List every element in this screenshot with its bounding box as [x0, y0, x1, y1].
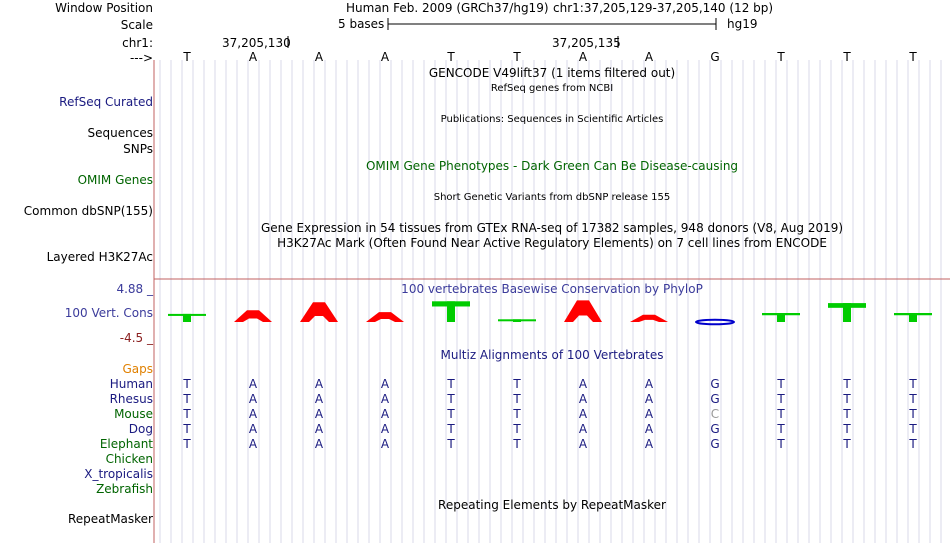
base-cell: T	[447, 50, 455, 64]
elephant-label[interactable]: Elephant	[99, 437, 153, 451]
gencode-track-title[interactable]: GENCODE V49lift37 (1 items filtered out)	[428, 66, 676, 80]
human-base-cell: T	[909, 377, 917, 391]
gaps-label[interactable]: Gaps	[122, 362, 153, 376]
phylop-logo-2	[234, 310, 272, 322]
mouse-base-cell: T	[909, 407, 917, 421]
base-cell: G	[710, 50, 720, 64]
publications-track-title[interactable]: Publications: Sequences in Scientific Articles	[440, 114, 664, 125]
elephant-base-cell: T	[777, 437, 785, 451]
phylop-track-title[interactable]: 100 vertebrates Basewise Conservation by PhyloP	[401, 282, 703, 296]
phylop-logo-1	[168, 314, 206, 322]
sequences-label[interactable]: Sequences	[87, 126, 153, 140]
human-base-cell: A	[644, 377, 654, 391]
phylop-logo-11	[828, 303, 866, 322]
dog-base-cell: T	[513, 422, 521, 436]
mouse-base-cell: C	[710, 407, 720, 421]
multiz-track-title[interactable]: Multiz Alignments of 100 Vertebrates	[440, 348, 664, 362]
elephant-base-cell: A	[248, 437, 258, 451]
phylop-logo-3	[300, 302, 338, 322]
human-base-cell: A	[380, 377, 390, 391]
dog-base-cell: T	[183, 422, 191, 436]
dog-base-cell: A	[314, 422, 324, 436]
dog-base-cell: A	[248, 422, 258, 436]
human-base-cell: A	[578, 377, 588, 391]
human-base-cell: T	[183, 377, 191, 391]
human-base-cell: A	[314, 377, 324, 391]
gtex-track-title[interactable]: Gene Expression in 54 tissues from GTEx RNA-seq of 17382 samples, 948 donors (V8, Aug 2019)	[260, 221, 844, 235]
dog-base-cell: T	[777, 422, 785, 436]
mouse-base-cell: T	[843, 407, 851, 421]
mouse-base-cell: A	[380, 407, 390, 421]
dog-base-cell: G	[710, 422, 720, 436]
human-base-cell: T	[447, 377, 455, 391]
omim-track-title[interactable]: OMIM Gene Phenotypes - Dark Green Can Be Disease-causing	[365, 159, 739, 173]
dog-label[interactable]: Dog	[128, 422, 153, 436]
assembly-title: Human Feb. 2009 (GRCh37/hg19)	[346, 1, 549, 15]
coordinate-2: 37,205,135	[552, 36, 621, 50]
human-base-cell: T	[513, 377, 521, 391]
rhesus-base-cell: A	[248, 392, 258, 406]
rhesus-base-cell: A	[314, 392, 324, 406]
phylop-logo-5	[432, 301, 470, 322]
mouse-base-cell: T	[777, 407, 785, 421]
mouse-base-cell: A	[644, 407, 654, 421]
mouse-base-cell: A	[248, 407, 258, 421]
position-title: chr1:37,205,129-37,205,140 (12 bp)	[553, 1, 774, 15]
rhesus-base-cell: T	[909, 392, 917, 406]
phylop-logo-7	[564, 300, 602, 322]
phylop-logo-9	[696, 320, 734, 325]
layered-h3k27ac-label[interactable]: Layered H3K27Ac	[46, 250, 153, 264]
refseq-curated-label[interactable]: RefSeq Curated	[59, 95, 153, 109]
dog-base-cell: A	[578, 422, 588, 436]
zebrafish-label[interactable]: Zebrafish	[96, 482, 153, 496]
base-cell: T	[777, 50, 785, 64]
base-cell: A	[644, 50, 654, 64]
repeatmasker-label[interactable]: RepeatMasker	[67, 512, 153, 526]
base-cell: T	[843, 50, 851, 64]
strand-arrow-label: --->	[129, 51, 153, 65]
scale-text: 5 bases	[338, 17, 385, 31]
rhesus-base-cell: A	[578, 392, 588, 406]
rhesus-base-cell: T	[183, 392, 191, 406]
common-dbsnp-label[interactable]: Common dbSNP(155)	[23, 204, 153, 218]
rhesus-label[interactable]: Rhesus	[109, 392, 153, 406]
repeatmasker-track-title[interactable]: Repeating Elements by RepeatMasker	[438, 498, 666, 512]
rhesus-base-cell: A	[380, 392, 390, 406]
mouse-base-cell: A	[314, 407, 324, 421]
elephant-base-cell: A	[314, 437, 324, 451]
elephant-base-cell: T	[183, 437, 191, 451]
phylop-base-logos	[155, 295, 950, 335]
rhesus-base-cell: T	[513, 392, 521, 406]
phylop-logo-10	[762, 313, 800, 322]
elephant-base-cell: A	[380, 437, 390, 451]
base-cell: A	[248, 50, 258, 64]
elephant-base-cell: T	[843, 437, 851, 451]
elephant-base-cell: T	[447, 437, 455, 451]
omim-genes-label[interactable]: OMIM Genes	[77, 173, 153, 187]
mouse-label[interactable]: Mouse	[114, 407, 153, 421]
h3k27ac-track-title[interactable]: H3K27Ac Mark (Often Found Near Active Regulatory Elements) on 7 cell lines from ENCODE	[277, 236, 827, 250]
elephant-base-cell: A	[578, 437, 588, 451]
coordinate-1: 37,205,130	[222, 36, 291, 50]
rhesus-base-cell: A	[644, 392, 654, 406]
mouse-base-cell: T	[183, 407, 191, 421]
base-cell: A	[380, 50, 390, 64]
dog-base-cell: A	[644, 422, 654, 436]
elephant-base-cell: G	[710, 437, 720, 451]
rhesus-base-cell: T	[447, 392, 455, 406]
human-base-cell: A	[248, 377, 258, 391]
chr-label: chr1:	[122, 36, 153, 50]
base-cell: A	[314, 50, 324, 64]
base-cell: T	[183, 50, 191, 64]
scale-db: hg19	[727, 17, 758, 31]
base-cell: T	[513, 50, 521, 64]
human-label[interactable]: Human	[109, 377, 153, 391]
base-cell: A	[578, 50, 588, 64]
refseq-track-title[interactable]: RefSeq genes from NCBI	[490, 83, 614, 94]
mouse-base-cell: T	[447, 407, 455, 421]
window-position-label: Window Position	[55, 1, 153, 15]
elephant-base-cell: A	[644, 437, 654, 451]
phylop-logo-12	[894, 313, 932, 322]
chicken-label[interactable]: Chicken	[105, 452, 153, 466]
base-cell: T	[909, 50, 917, 64]
dog-base-cell: T	[447, 422, 455, 436]
human-base-cell: T	[777, 377, 785, 391]
dbsnp-track-title[interactable]: Short Genetic Variants from dbSNP release 155	[433, 192, 671, 203]
rhesus-base-cell: G	[710, 392, 720, 406]
rhesus-base-cell: T	[777, 392, 785, 406]
human-base-cell: T	[843, 377, 851, 391]
elephant-base-cell: T	[513, 437, 521, 451]
rhesus-base-cell: T	[843, 392, 851, 406]
phylop-max-label: 4.88 _	[116, 282, 153, 296]
phylop-logo-6	[498, 319, 536, 322]
dog-base-cell: T	[843, 422, 851, 436]
mouse-base-cell: T	[513, 407, 521, 421]
phylop-logo-8	[630, 315, 668, 322]
dog-base-cell: A	[380, 422, 390, 436]
mouse-base-cell: A	[578, 407, 588, 421]
elephant-base-cell: T	[909, 437, 917, 451]
human-base-cell: G	[710, 377, 720, 391]
dog-base-cell: T	[909, 422, 917, 436]
phylop-logo-4	[366, 312, 404, 322]
snps-label[interactable]: SNPs	[123, 142, 153, 156]
phylop-min-label: -4.5 _	[119, 331, 153, 345]
vert-cons-label[interactable]: 100 Vert. Cons	[64, 306, 153, 320]
x-tropicalis-label[interactable]: X_tropicalis	[84, 467, 153, 481]
scale-label: Scale	[120, 18, 153, 32]
